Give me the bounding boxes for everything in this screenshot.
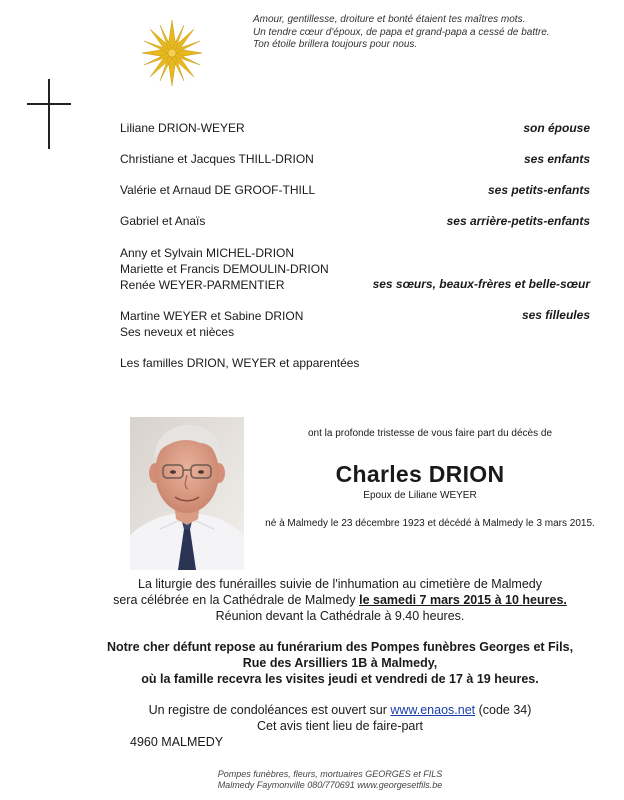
birth-death-line: né à Malmedy le 23 décembre 1923 et décédé à Malmedy le 3 mars 2015. [265,518,595,529]
ceremony-line-3: Réunion devant la Cathédrale à 9.40 heures. [215,609,465,623]
family-names: Mariette et Francis DEMOULIN-DRION [120,262,329,276]
deceased-name: Charles DRION [335,461,505,487]
announcement-intro: ont la profonde tristesse de vous faire part du décès de [307,428,553,439]
family-names: Ses neveux et nièces [120,325,235,339]
footer-line-1: Pompes funèbres, fleurs, mortuaires GEORGES et FILS [217,769,443,779]
funeral-home-line-3: où la famille recevra les visites jeudi et vendredi de 17 à 19 heures. [141,672,539,686]
star-icon [140,18,204,88]
family-relation: ses filleules [521,308,590,322]
poem-line: Amour, gentillesse, droiture et bonté étaient tes maîtres mots. [253,14,526,25]
cross-icon [48,79,50,149]
family-names: Gabriel et Anaïs [120,214,206,228]
footer-line-2: Malmedy Faymonville 080/770691 www.georgesetfils.be [217,780,443,790]
family-relation: ses enfants [523,152,590,166]
portrait-photo [130,417,244,570]
condolences-suffix: (code 34) [475,703,532,717]
family-names: Valérie et Arnaud DE GROOF-THILL [120,183,316,197]
ceremony-line-1: La liturgie des funérailles suivie de l'inhumation au cimetière de Malmedy [138,577,542,591]
family-relation: ses petits-enfants [487,183,590,197]
cross-icon-bar [27,103,71,105]
ceremony-line-2 [100,593,580,607]
poem-line: Ton étoile brillera toujours pour nous. [253,39,418,50]
family-names: Anny et Sylvain MICHEL-DRION [120,246,295,260]
family-relation: son épouse [523,121,590,135]
condolences-line [100,703,580,717]
ceremony-line-2-text: sera célébrée en la Cathédrale de Malmedy [113,593,360,607]
condolences-prefix: Un registre de condoléances est ouvert sur [148,703,391,717]
poem [253,14,593,52]
notice-line: Cet avis tient lieu de faire-part [256,719,424,733]
family-names: Christiane et Jacques THILL-DRION [120,152,314,166]
family-names: Les familles DRION, WEYER et apparentées [120,356,360,370]
family-names: Renée WEYER-PARMENTIER [120,278,285,292]
address: 4960 MALMEDY [130,735,224,749]
poem-line: Un tendre cœur d'époux, de papa et grand-papa a cessé de battre. [253,26,550,38]
spouse-line: Epoux de Liliane WEYER [363,490,477,501]
family-names: Liliane DRION-WEYER [120,121,245,135]
family-names: Martine WEYER et Sabine DRION [120,309,304,323]
condolences-link[interactable]: www.enaos.net [390,703,476,717]
funeral-home-line-2: Rue des Arsilliers 1B à Malmedy, [242,656,438,670]
family-relation: ses arrière-petits-enfants [446,214,590,228]
ceremony-date: le samedi 7 mars 2015 à 10 heures. [359,593,567,607]
funeral-home-line-1: Notre cher défunt repose au funérarium des Pompes funèbres Georges et Fils, [106,640,574,654]
family-relation: ses sœurs, beaux-frères et belle-sœur [372,277,590,291]
